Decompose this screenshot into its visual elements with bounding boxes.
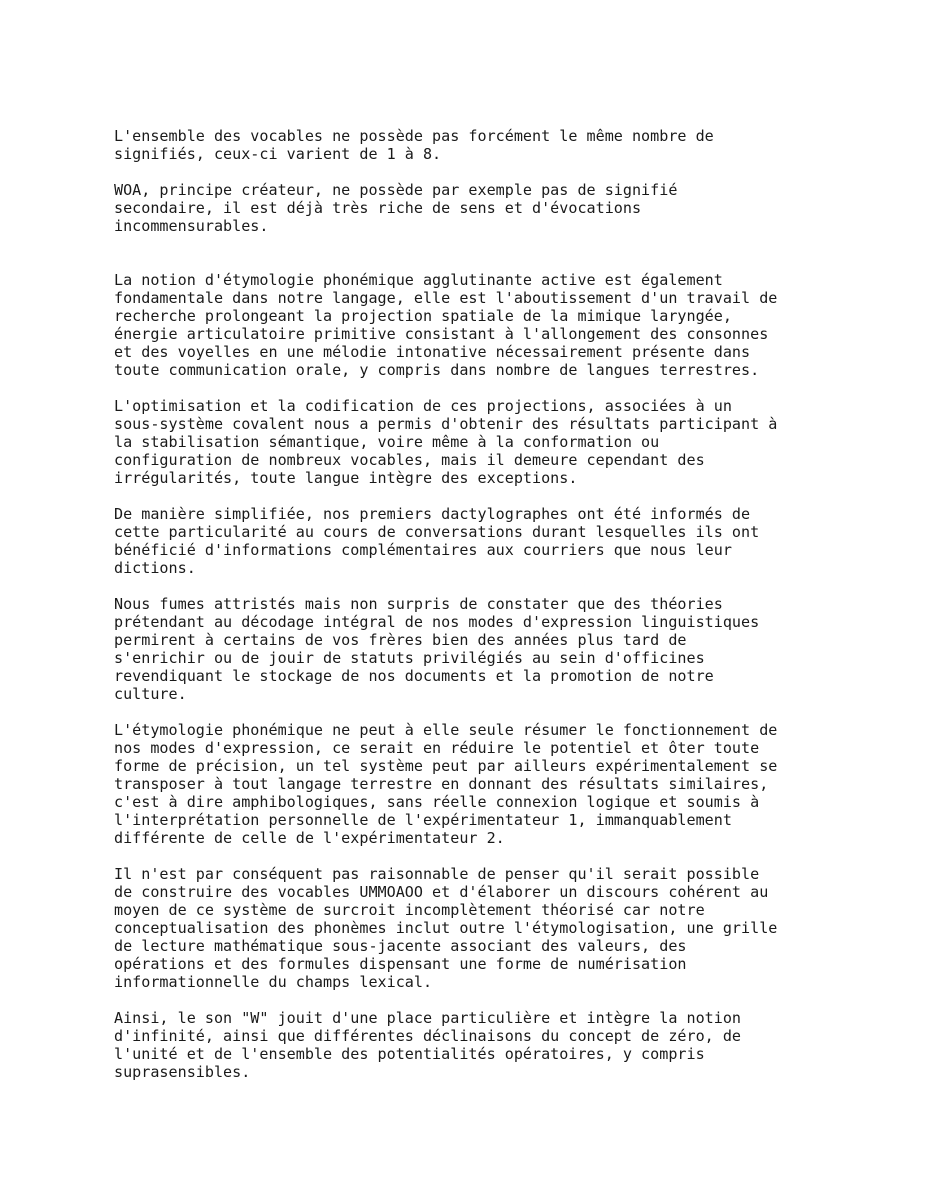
- text-line: énergie articulatoire primitive consistant à l'allongement des consonnes: [114, 325, 769, 343]
- text-line: L'optimisation et la codification de ces projections, associées à un: [114, 397, 732, 415]
- text-line: moyen de ce système de surcroit incomplètement théorisé car notre: [114, 901, 705, 919]
- text-line: l'unité et de l'ensemble des potentialités opératoires, y compris: [114, 1045, 705, 1063]
- text-line: opérations et des formules dispensant une forme de numérisation: [114, 955, 687, 973]
- text-line: fondamentale dans notre langage, elle est l'aboutissement d'un travail de: [114, 289, 778, 307]
- text-line: de construire des vocables UMMOAOO et d'élaborer un discours cohérent au: [114, 883, 769, 901]
- text-line: cette particularité au cours de conversations durant lesquelles ils ont: [114, 523, 760, 541]
- text-line: nos modes d'expression, ce serait en réduire le potentiel et ôter toute: [114, 739, 760, 757]
- text-line: irrégularités, toute langue intègre des exceptions.: [114, 469, 578, 487]
- text-line: transposer à tout langage terrestre en donnant des résultats similaires,: [114, 775, 769, 793]
- text-line: Ainsi, le son "W" jouit d'une place particulière et intègre la notion: [114, 1009, 742, 1027]
- text-line: conceptualisation des phonèmes inclut outre l'étymologisation, une grille: [114, 919, 778, 937]
- text-line: toute communication orale, y compris dans nombre de langues terrestres.: [114, 361, 760, 379]
- text-line: s'enrichir ou de jouir de statuts privilégiés au sein d'officines: [114, 649, 705, 667]
- text-line: forme de précision, un tel système peut par ailleurs expérimentalement se: [114, 757, 778, 775]
- text-line: dictions.: [114, 559, 196, 577]
- text-line: La notion d'étymologie phonémique agglutinante active est également: [114, 271, 723, 289]
- text-line: de lecture mathématique sous-jacente associant des valeurs, des: [114, 937, 687, 955]
- text-line: Nous fumes attristés mais non surpris de constater que des théories: [114, 595, 723, 613]
- text-line: et des voyelles en une mélodie intonative nécessairement présente dans: [114, 343, 751, 361]
- text-line: informationnelle du champs lexical.: [114, 973, 433, 991]
- text-line: revendiquant le stockage de nos documents et la promotion de notre: [114, 667, 714, 685]
- paragraph-optimisation: [114, 397, 914, 487]
- text-line: la stabilisation sémantique, voire même à la conformation ou: [114, 433, 660, 451]
- text-line: WOA, principe créateur, ne possède par exemple pas de signifié: [114, 181, 678, 199]
- text-line: l'interprétation personnelle de l'expérimentateur 1, immanquablement: [114, 811, 732, 829]
- text-line: L'ensemble des vocables ne possède pas forcément le même nombre de: [114, 127, 714, 145]
- text-line: L'étymologie phonémique ne peut à elle seule résumer le fonctionnement de: [114, 721, 778, 739]
- text-line: culture.: [114, 685, 187, 703]
- text-line: d'infinité, ainsi que différentes déclinaisons du concept de zéro, de: [114, 1027, 742, 1045]
- paragraph-ummoaoo: [114, 865, 914, 991]
- paragraph-theories: [114, 595, 914, 703]
- paragraph-dactylographes: [114, 505, 914, 577]
- text-line: incommensurables.: [114, 217, 269, 235]
- paragraph-signifies-count: [114, 127, 914, 163]
- paragraph-etymologie-limites: [114, 721, 914, 847]
- document-body: [114, 127, 914, 1081]
- text-line: c'est à dire amphibologiques, sans réelle connexion logique et soumis à: [114, 793, 760, 811]
- paragraph-son-w: [114, 1009, 914, 1081]
- text-line: signifiés, ceux-ci varient de 1 à 8.: [114, 145, 442, 163]
- text-line: suprasensibles.: [114, 1063, 251, 1081]
- text-line: Il n'est par conséquent pas raisonnable de penser qu'il serait possible: [114, 865, 760, 883]
- text-line: De manière simplifiée, nos premiers dactylographes ont été informés de: [114, 505, 751, 523]
- text-line: sous-système covalent nous a permis d'obtenir des résultats participant à: [114, 415, 778, 433]
- paragraph-woa: [114, 181, 914, 235]
- text-line: bénéficié d'informations complémentaires aux courriers que nous leur: [114, 541, 732, 559]
- text-line: permirent à certains de vos frères bien des années plus tard de: [114, 631, 687, 649]
- paragraph-etymologie-notion: [114, 271, 914, 379]
- text-line: secondaire, il est déjà très riche de sens et d'évocations: [114, 199, 642, 217]
- text-line: différente de celle de l'expérimentateur 2.: [114, 829, 505, 847]
- text-line: prétendant au décodage intégral de nos modes d'expression linguistiques: [114, 613, 760, 631]
- text-line: configuration de nombreux vocables, mais il demeure cependant des: [114, 451, 705, 469]
- text-line: recherche prolongeant la projection spatiale de la mimique laryngée,: [114, 307, 732, 325]
